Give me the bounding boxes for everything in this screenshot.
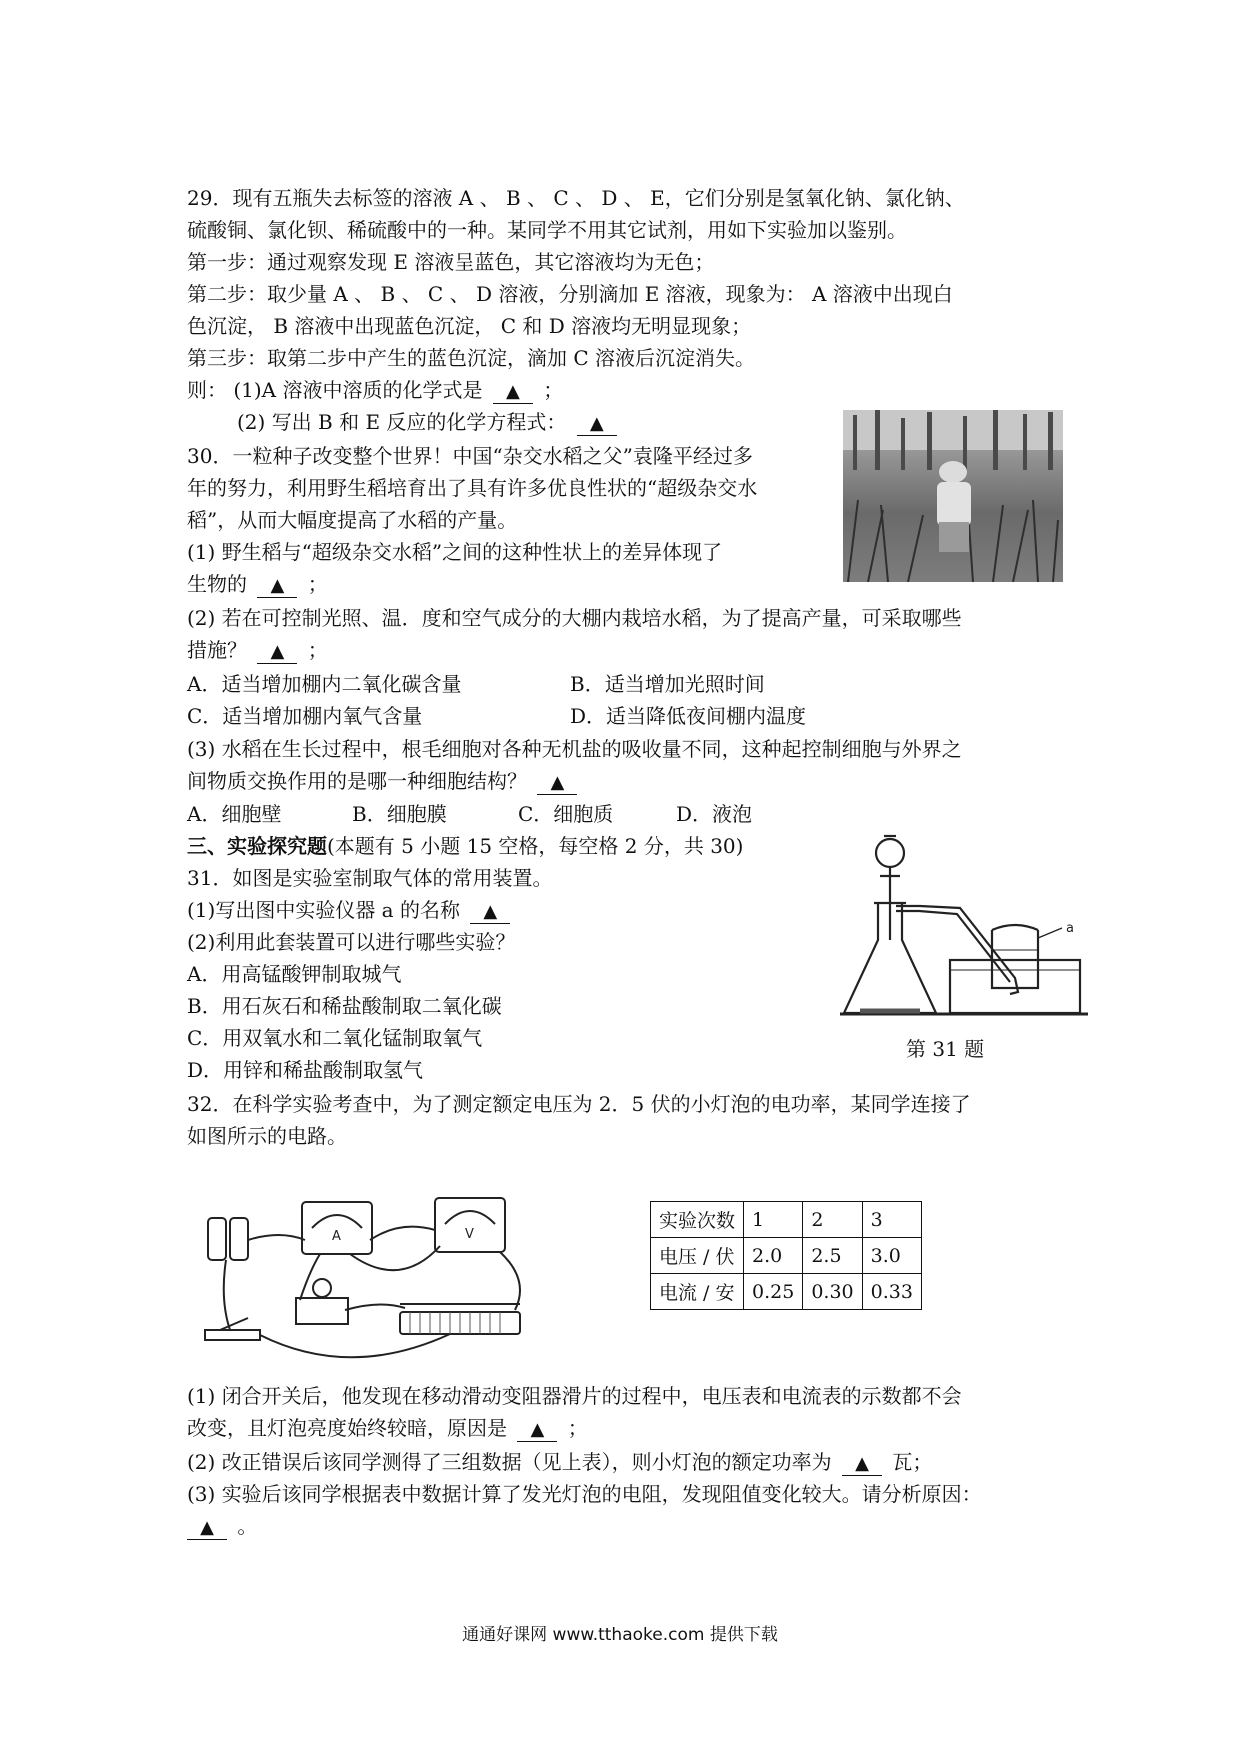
section-title: 三、实验探究题: [187, 834, 327, 858]
answer-blank[interactable]: ▲: [470, 899, 510, 924]
q30-option-b: B．适当增加光照时间: [570, 672, 765, 696]
q29-line-4: 第二步：取少量 A 、 B 、 C 、 D 溶液，分别滴加 E 溶液，现象为： A 溶液中出现白: [187, 282, 953, 306]
q32-line-6: (3) 实验后该同学根据表中数据计算了发光灯泡的电阻，发现阻值变化较大。请分析原因：: [187, 1482, 982, 1506]
unit-text: 瓦；: [892, 1450, 933, 1474]
q29-line-7: [187, 375, 563, 405]
q32-sub1-text: 改变，且灯泡亮度始终较暗，原因是: [187, 1416, 507, 1440]
table-row: [651, 1274, 922, 1310]
q31-option-a: A．用高锰酸钾制取城气: [187, 962, 402, 986]
q31-option-c: C．用双氧水和二氧化锰制取氧气: [187, 1026, 483, 1050]
q31-sub1-text: (1)写出图中实验仪器 a 的名称: [187, 898, 460, 922]
table-cell: 电流 / 安: [651, 1274, 744, 1310]
q30-line-9: [187, 766, 581, 796]
q29-line-2: 硫酸铜、氯化钡、稀硫酸中的一种。某同学不用其它试剂，用如下实验加以鉴别。: [187, 218, 907, 242]
punctuation: ；: [567, 1416, 588, 1440]
q30-option-d2: D．液泡: [676, 802, 753, 826]
section-note: (本题有 5 小题 15 空格，每空格 2 分，共 30): [327, 834, 744, 858]
answer-blank[interactable]: ▲: [537, 770, 577, 795]
table-cell: 3.0: [862, 1238, 921, 1274]
q30-sub2-text: 措施？: [187, 638, 247, 662]
table-row: [651, 1238, 922, 1274]
label-a: a: [1066, 921, 1074, 936]
q29-line-5: 色沉淀， B 溶液中出现蓝色沉淀， C 和 D 溶液均无明显现象；: [187, 314, 752, 338]
q31-option-d: D．用锌和稀盐酸制取氢气: [187, 1058, 424, 1082]
q30-line-4: (1) 野生稻与“超级杂交水稻”之间的这种性状上的差异体现了: [187, 540, 723, 564]
gas-apparatus-diagram: [840, 828, 1090, 1018]
table-cell: 0.30: [803, 1274, 862, 1310]
q31-figure-caption: 第 31 题: [906, 1037, 985, 1061]
q29-line-6: 第三步：取第二步中产生的蓝色沉淀，滴加 C 溶液后沉淀消失。: [187, 346, 756, 370]
rice-field-photo: [843, 410, 1063, 582]
punctuation: 。: [237, 1514, 258, 1538]
q29-line-8: [237, 407, 621, 437]
q30-line-2: 年的努力，利用野生稻培育出了具有许多优良性状的“超级杂交水: [187, 476, 758, 500]
answer-blank[interactable]: ▲: [842, 1451, 882, 1476]
table-cell: 0.25: [744, 1274, 803, 1310]
answer-blank[interactable]: ▲: [187, 1515, 227, 1540]
q32-line-4: [187, 1413, 588, 1443]
punctuation: ；: [307, 638, 328, 662]
q32-line-2: 如图所示的电路。: [187, 1124, 347, 1148]
q32-line-3: (1) 闭合开关后，他发现在移动滑动变阻器滑片的过程中，电压表和电流表的示数都不会: [187, 1384, 962, 1408]
data-table: [650, 1201, 922, 1310]
q30-sub1-text: 生物的: [187, 572, 247, 596]
voltmeter-label: V: [465, 1227, 474, 1242]
q30-line-8: (3) 水稻在生长过程中，根毛细胞对各种无机盐的吸收量不同，这种起控制细胞与外界之: [187, 737, 962, 761]
q29-line-1: 29．现有五瓶失去标签的溶液 A 、 B 、 C 、 D 、 E，它们分别是氢氧化钠、氯化钠、: [187, 186, 965, 210]
table-cell: 2: [803, 1202, 862, 1238]
q31-line-2: [187, 895, 514, 925]
q31-option-b: B．用石灰石和稀盐酸制取二氧化碳: [187, 994, 502, 1018]
section-3-heading: [187, 831, 743, 861]
q30-option-a: A．适当增加棚内二氧化碳含量: [187, 672, 462, 696]
q32-sub2-text: (2) 改正错误后该同学测得了三组数据（见上表），则小灯泡的额定功率为: [187, 1450, 832, 1474]
answer-blank[interactable]: ▲: [577, 411, 617, 436]
q31-line-1: 31．如图是实验室制取气体的常用装置。: [187, 866, 553, 890]
answer-blank[interactable]: ▲: [257, 639, 297, 664]
q29-line-3: 第一步：通过观察发现 E 溶液呈蓝色，其它溶液均为无色；: [187, 250, 715, 274]
q30-line-3: 稻”，从而大幅度提高了水稻的产量。: [187, 508, 518, 532]
ammeter-label: A: [332, 1229, 341, 1244]
table-header-row: [651, 1202, 922, 1238]
q30-line-6: (2) 若在可控制光照、温．度和空气成分的大棚内栽培水稻，为了提高产量，可采取哪些: [187, 606, 962, 630]
q32-line-1: 32．在科学实验考查中，为了测定额定电压为 2．5 伏的小灯泡的电功率，某同学连接了: [187, 1092, 971, 1116]
q30-option-c: C．适当增加棚内氧气含量: [187, 704, 423, 728]
q30-line-1: 30．一粒种子改变整个世界！中国“杂交水稻之父”袁隆平经过多: [187, 444, 753, 468]
answer-blank[interactable]: ▲: [493, 379, 533, 404]
q30-option-d: D．适当降低夜间棚内温度: [570, 704, 807, 728]
answer-blank[interactable]: ▲: [517, 1417, 557, 1442]
table-cell: 电压 / 伏: [651, 1238, 744, 1274]
table-cell: 实验次数: [651, 1202, 744, 1238]
page-footer: 通通好课网 www.tthaoke.com 提供下载: [462, 1625, 778, 1645]
circuit-diagram: [200, 1180, 560, 1380]
q32-line-5: [187, 1447, 932, 1477]
punctuation: ；: [543, 378, 564, 402]
q29-sub2-text: (2) 写出 B 和 E 反应的化学方程式：: [237, 410, 567, 434]
answer-blank[interactable]: ▲: [257, 573, 297, 598]
table-cell: 3: [862, 1202, 921, 1238]
table-cell: 1: [744, 1202, 803, 1238]
punctuation: ；: [307, 572, 328, 596]
table-cell: 0.33: [862, 1274, 921, 1310]
q30-line-5: [187, 569, 328, 599]
q32-line-7: [187, 1511, 257, 1541]
q30-line-7: [187, 635, 328, 665]
table-cell: 2.0: [744, 1238, 803, 1274]
q30-option-b2: B．细胞膜: [352, 802, 447, 826]
photo-illustration: [843, 410, 1063, 582]
q30-sub3-text: 间物质交换作用的是哪一种细胞结构？: [187, 769, 527, 793]
q30-option-c2: C．细胞质: [518, 802, 614, 826]
q31-line-3: (2)利用此套装置可以进行哪些实验？: [187, 930, 516, 954]
q30-option-a2: A．细胞壁: [187, 802, 282, 826]
q29-sub1-text: 则： (1)A 溶液中溶质的化学式是: [187, 378, 483, 402]
table-cell: 2.5: [803, 1238, 862, 1274]
